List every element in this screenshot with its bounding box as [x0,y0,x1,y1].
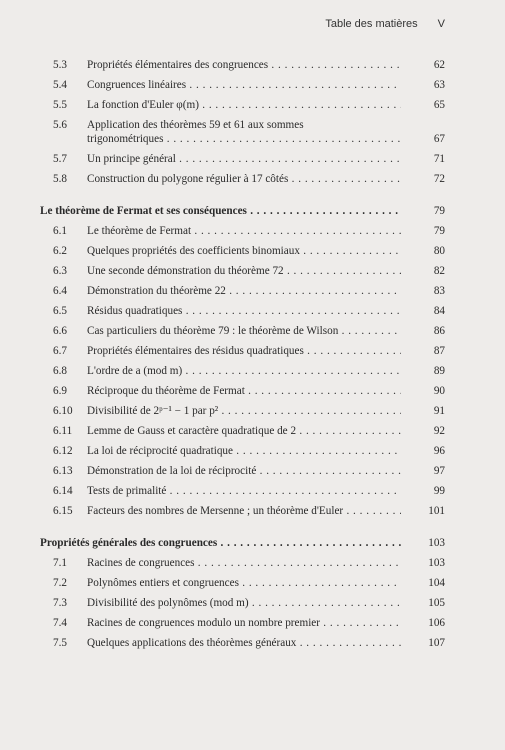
toc-entry-title: Racines de congruences modulo un nombre premier . . . [87,616,401,630]
toc-entry-page: 99 [401,484,445,498]
toc-entry [40,556,445,570]
toc-entry-page: 65 [401,98,445,112]
toc-entry [40,118,445,146]
toc-entry-number: 6.9 [53,385,67,397]
toc-entry-page: 89 [401,364,445,378]
toc-entry-page: 101 [401,504,445,518]
toc-entry-title-line1: Application des théorèmes 59 et 61 aux sommes [87,119,304,131]
toc-entry-number: 5.3 [53,59,67,71]
toc-entry-number: 6.8 [53,365,67,377]
toc-entry-title: Un principe général . . . [87,152,401,166]
toc-entry-page: 86 [401,324,445,338]
toc-entry-title: L'ordre de a (mod m) . . . [87,364,401,378]
toc-entry-page: 92 [401,424,445,438]
toc-entry-title: Propriétés élémentaires des résidus quadratiques . . . [87,344,401,358]
toc-entry [40,384,445,398]
toc-entry-number: 6.4 [53,285,67,297]
toc-entry [40,344,445,358]
toc-entry-title: Divisibilité des polynômes (mod m) . . . [87,596,401,610]
page-number: V [437,18,445,30]
toc-entry-number: 6.13 [53,465,73,477]
toc-entry [40,58,445,72]
toc-entry-title: Congruences linéaires . . . [87,78,401,92]
toc-entry-number: 6.2 [53,245,67,257]
toc-entry-number: 6.6 [53,325,67,337]
toc-entry-number: 7.4 [53,617,67,629]
toc-entry-number: 7.1 [53,557,67,569]
toc-entry-number: 7.2 [53,577,67,589]
toc-entry-page: 107 [401,636,445,650]
toc-entry [40,576,445,590]
chapter-title: Propriétés générales des congruences . . . [40,536,401,550]
toc-entry-title: Facteurs des nombres de Mersenne ; un théorème d'Euler . . . [87,504,401,518]
toc-entry-page: 63 [401,78,445,92]
toc-entry [40,152,445,166]
toc-entry-number: 5.8 [53,173,67,185]
toc-entry-title-line2: trigonométriques . . . [87,132,401,146]
toc-entry [40,424,445,438]
toc-entry-number: 5.5 [53,99,67,111]
toc-entry [40,98,445,112]
toc-entry-page: 87 [401,344,445,358]
toc-entry-title: Cas particuliers du théorème 79 : le théorème de Wilson . . . [87,324,401,338]
toc-entry [40,172,445,186]
toc-entry-title: Construction du polygone régulier à 17 côtés . . . [87,172,401,186]
toc-entry-number: 5.4 [53,79,67,91]
toc-entry-number: 7.5 [53,637,67,649]
running-header-title: Table des matières [325,18,418,30]
toc-entry-title: La fonction d'Euler φ(m) . . . [87,98,401,112]
toc-entry-title: Démonstration du théorème 22 . . . [87,284,401,298]
toc-entry-page: 72 [401,172,445,186]
toc-entry-number: 6.12 [53,445,73,457]
toc-entry [40,244,445,258]
toc-entry-page: 106 [401,616,445,630]
toc-entry-page: 62 [401,58,445,72]
toc-entry-number: 5.7 [53,153,67,165]
chapter-heading [40,536,445,550]
toc-entry [40,596,445,610]
toc-entry [40,304,445,318]
toc-entry-title: Polynômes entiers et congruences . . . [87,576,401,590]
toc-entry [40,484,445,498]
running-header [325,18,445,30]
toc-entry-page: 91 [401,404,445,418]
toc-entry-title: Tests de primalité . . . [87,484,401,498]
toc-entry-number: 6.15 [53,505,73,517]
chapter-page: 103 [401,536,445,550]
toc-entry-number: 6.7 [53,345,67,357]
toc-entry-page: 83 [401,284,445,298]
toc-entry-title: Réciproque du théorème de Fermat . . . [87,384,401,398]
toc-entry-number: 6.1 [53,225,67,237]
toc-entry-page: 97 [401,464,445,478]
table-of-contents [40,58,445,650]
chapter-page: 79 [401,204,445,218]
toc-entry-page: 82 [401,264,445,278]
toc-entry-title: Racines de congruences . . . [87,556,401,570]
toc-entry [40,264,445,278]
chapter-heading [40,204,445,218]
toc-entry-page: 67 [401,132,445,146]
toc-entry-title: Lemme de Gauss et caractère quadratique de 2 . . . [87,424,401,438]
toc-entry-number: 5.6 [53,119,67,131]
toc-entry-title: Quelques applications des théorèmes généraux . . . [87,636,401,650]
toc-entry [40,324,445,338]
toc-entry-title: Résidus quadratiques . . . [87,304,401,318]
toc-entry [40,224,445,238]
toc-entry-page: 96 [401,444,445,458]
toc-entry [40,404,445,418]
toc-entry [40,616,445,630]
toc-entry-title: Une seconde démonstration du théorème 72 . . . [87,264,401,278]
toc-entry-page: 71 [401,152,445,166]
toc-entry [40,504,445,518]
toc-entry [40,78,445,92]
toc-entry [40,464,445,478]
toc-entry-number: 6.10 [53,405,73,417]
toc-entry [40,636,445,650]
toc-entry-number: 6.5 [53,305,67,317]
toc-entry-number: 7.3 [53,597,67,609]
toc-entry [40,284,445,298]
toc-entry-page: 104 [401,576,445,590]
toc-entry-page: 103 [401,556,445,570]
toc-entry-page: 80 [401,244,445,258]
toc-entry-number: 6.11 [53,425,73,437]
toc-entry [40,364,445,378]
toc-entry-page: 105 [401,596,445,610]
toc-entry-title: Divisibilité de 2ᵖ⁻¹ − 1 par p² . . . [87,404,401,418]
toc-entry-title: Quelques propriétés des coefficients binomiaux . . . [87,244,401,258]
toc-entry-title: La loi de réciprocité quadratique . . . [87,444,401,458]
toc-entry-number: 6.14 [53,485,73,497]
toc-entry-page: 79 [401,224,445,238]
toc-entry-title: Démonstration de la loi de réciprocité . . . [87,464,401,478]
toc-entry-number: 6.3 [53,265,67,277]
chapter-title: Le théorème de Fermat et ses conséquences . . . [40,204,401,218]
toc-entry-title: Propriétés élémentaires des congruences . . . [87,58,401,72]
toc-entry-page: 84 [401,304,445,318]
toc-entry-title: Le théorème de Fermat . . . [87,224,401,238]
toc-entry-page: 90 [401,384,445,398]
toc-entry [40,444,445,458]
